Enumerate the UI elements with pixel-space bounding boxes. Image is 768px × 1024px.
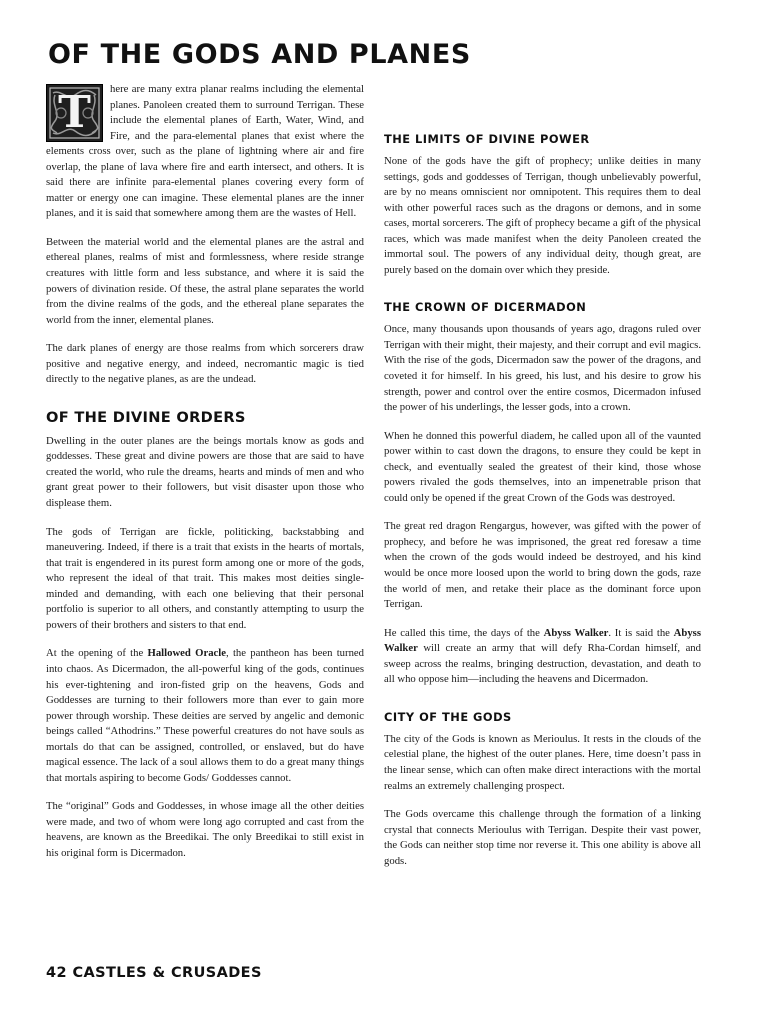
hallowed-oracle-term: Hallowed Oracle [147,647,226,660]
page-title: OF THE GODS AND PLANES [48,39,471,70]
city-paragraph-2: The Gods overcame this challenge through the formation of a linking crystal that connects Merioulus with Terrigan. Despite their vast power, the Gods can neither stop time nor reverse it. This one ability is above all gods. [384,808,701,867]
text-run: . It is said the [608,626,674,639]
city-heading: CITY OF THE GODS [384,709,512,724]
text-run: At the opening of the [46,647,148,660]
intro-paragraph-1-text: here are many extra planar realms including the elemental planes. Panoleen created them to surround Terrigan. These include the elemental planes of Earth, Water, Wind, and Fire, and the para-elemental planes that exist where the elements cross over, such as the plane of lightning where air and fire overlap, the plane of lava where fire and earth intersect, and others. It is said there are infinite para-elemental planes covering every form of matter or energy one can imagine. These elemental planes are the inner planes, and it is said that somewhere among them are the wastes of Hell. [46,83,364,220]
intro-paragraph-1 [46,82,364,222]
dropcap-ornament [46,84,103,142]
limits-paragraph-1: None of the gods have the gift of prophecy; unlike deities in many settings, gods and goddesses of Terrigan, though unbelievably powerful, are by no means omniscient nor omnipotent. This requires them to deal with other powerful races such as the dragons or demons, and in some cases, mortal sorcerers. The gift of prophecy became a gift of the physical races, which was made manifest when the deity Panoleen created the immortal soul. The powers of any individual deity, though great, are purely based on the domain over which they preside. [384,155,701,276]
divine-orders-paragraph-2: The gods of Terrigan are fickle, politicking, backstabbing and maneuvering. Indeed, if there is a trait that exists in the hearts of mortals, that trait is engendered in its purest form among one or more of the gods, who represent the ideal of that trait. This makes most deities single-minded and demanding, with each one believing that their personal portfolio is superior to all others, and constantly attempting to usurp the powers of their brothers and sisters to that end. [46,525,364,631]
divine-orders-heading: OF THE DIVINE ORDERS [46,408,246,426]
abyss-walker-term: Abyss Walker [543,626,609,639]
crown-paragraph-1: Once, many thousands upon thousands of years ago, dragons ruled over Terrigan with their might, their majesty, and their corrupt and evil magics. With the rise of the gods, Dicermadon saw the power of the dragons, and coveted it for himself. In his greed, his lust, and his desire to grow his strength, power and control over the entire cosmos, Dicermadon infused the power of his underlings, the lesser gods, into a crown. [384,323,701,414]
intro-paragraph-2: Between the material world and the elemental planes are the astral and ethereal planes, realms of mist and formlessness, where reside strange creatures with little form and less substance, and where it is said the powers of divination reside. Of these, the astral plane separates the world from the divine realms of the gods, and the ethereal plane separates the world from the inner, elemental planes. [46,235,364,326]
divine-orders-paragraph-1: Dwelling in the outer planes are the beings mortals know as gods and goddesses. These great and divine powers are those that are said to have created the world, who rule the dreams, hearts and minds of men and who grant great power to their followers, but visit disaster upon those who displease them. [46,434,364,510]
divine-orders-paragraph-4a [46,799,364,861]
page-number: 42 [46,965,67,981]
dropcap-letter: T [58,87,91,138]
text-run: He called this time, the days of the [384,626,544,639]
divine-orders-paragraph-3 [46,646,364,786]
book-title: CASTLES & CRUSADES [72,965,262,981]
intro-paragraph-3: The dark planes of energy are those realms from which sorcerers draw positive and negative energy, and indeed, necromantic magic is tied directly to the negative planes, as are the undead. [46,342,364,386]
abyss-walker-term: Abyss Walker [384,626,701,655]
city-paragraph-1: The city of the Gods is known as Merioulus. It rests in the clouds of the celestial plane, the highest of the outer planes. Here, time doesn’t pass in the linear sense, which can often make direct interactions with the mortal realms an extremely challenging prospect. [384,732,701,792]
crown-heading: THE CROWN OF DICERMADON [384,300,587,315]
text-run: , the pantheon has been turned into chaos. As Dicermadon, the all-powerful king of the gods, continues his ever-tightening and iron-fisted grip on the heavens, Gods and Goddesses are turning to their followers more than ever to gain more power through worship. These deities are served by angelic and demonic beings called “Athodrins.” These powerful creatures do not have souls as mortals do that can be assigned, controlled, or enslaved, but do have magical essence. The lack of a soul allows them to do a great many things that mortals aspiring to become Gods/ Goddesses cannot. [46,647,364,784]
page-footer [46,965,262,981]
crown-paragraph-2: When he donned this powerful diadem, he called upon all of the vaunted power within to cast down the dragons, to ensure they could be kept in check, and eventually sealed the greatest of their kind, those whose powers rivaled the gods themselves, into an impenetrable prison that could only be opened if the great Crown of the Gods was destroyed. [384,429,701,504]
right-column [384,82,701,882]
limits-heading: THE LIMITS OF DIVINE POWER [384,132,590,146]
crown-paragraph-3: The great red dragon Rengargus, however, was gifted with the power of prophecy, and before he was imprisoned, the great red foresaw a time when the crown of the gods would indeed be destroyed, and his kind would be once more loosed upon the world to bring down the gods, raze the world of men, and retake their place as the dominant force upon Terrigan. [384,520,701,611]
crown-paragraph-4 [384,626,701,688]
left-column [46,82,364,862]
breedikai-text: The “original” Gods and Goddesses, in whose image all the other deities were made, and two of whom were long ago corrupted and cast from the heavens, are known as the Breedikai. The only Breedikai to still exist in his original form is Dicermadon. [46,800,364,859]
text-run: will create an army that will defy Rha-Cordan himself, and sweep across the realms, bringing destruction, devastation, and death to all who oppose him—including the heavens and Dicermadon. [384,642,701,686]
